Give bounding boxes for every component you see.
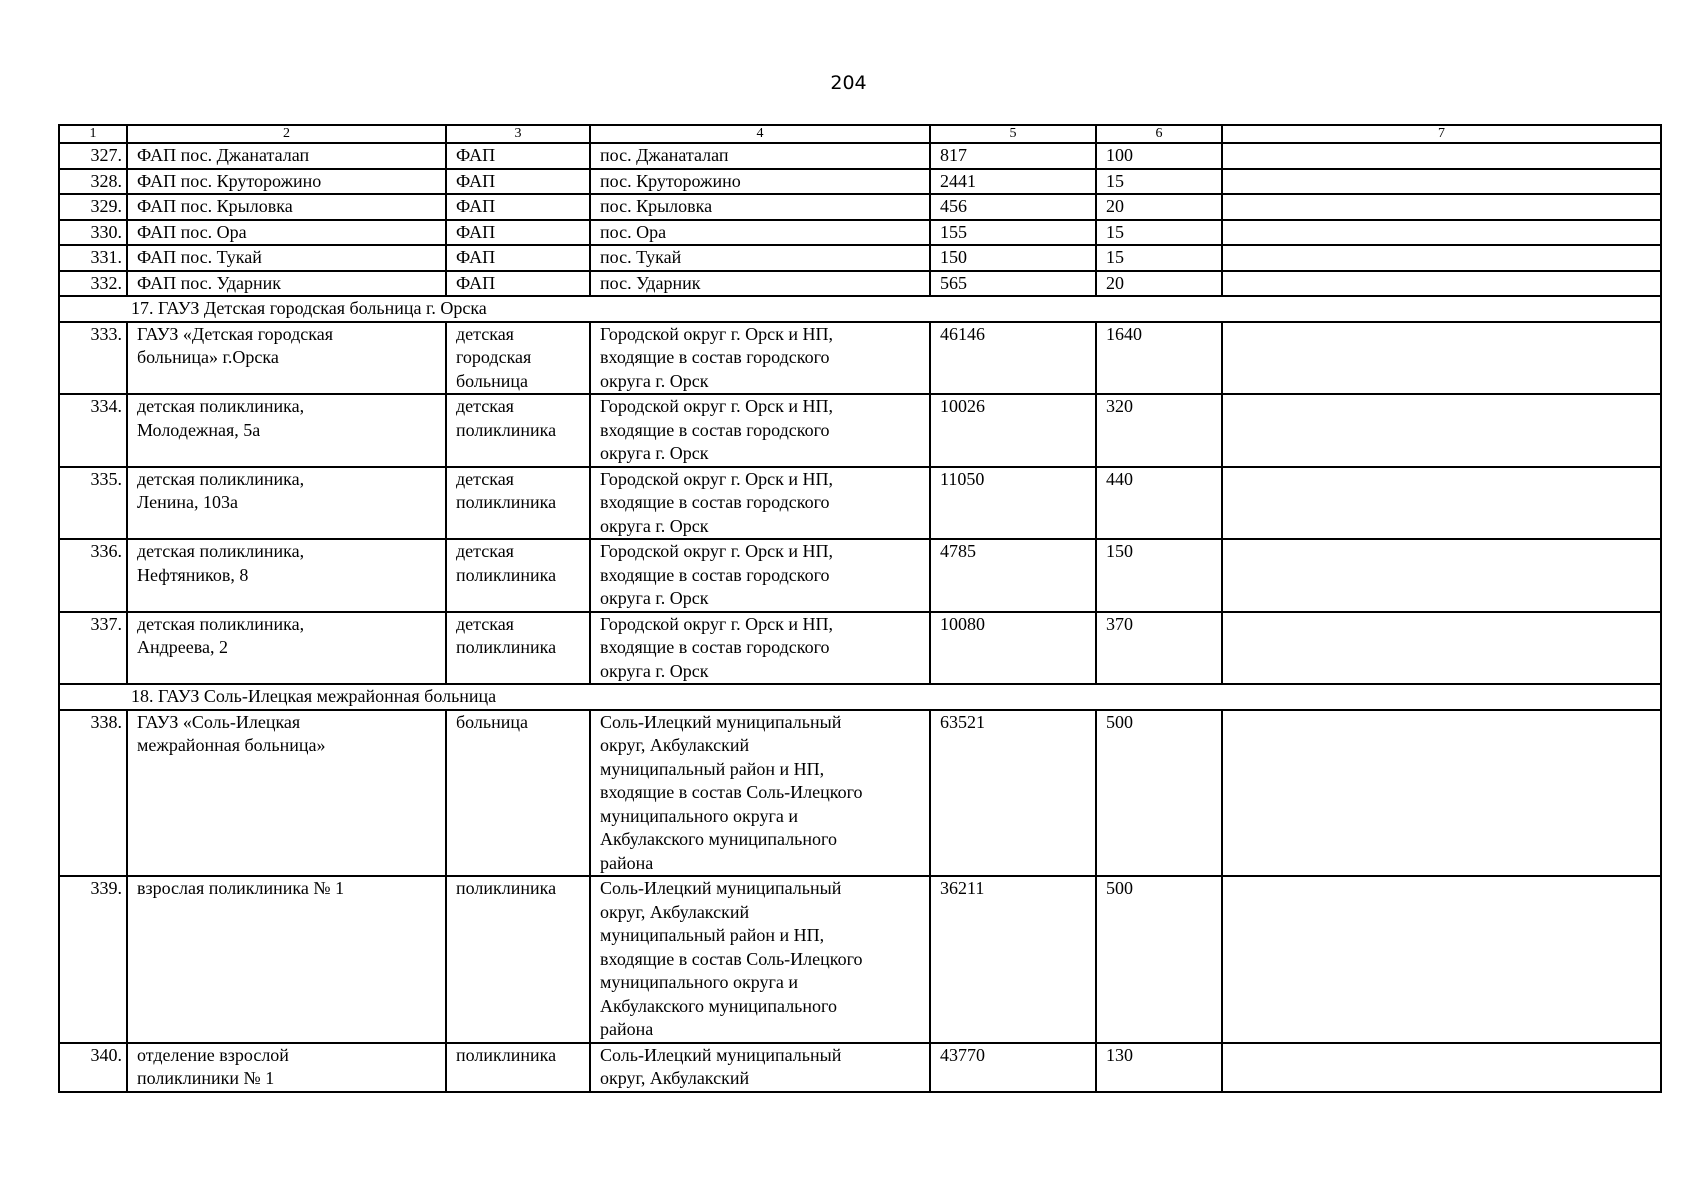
section-title: 18. ГАУЗ Соль-Илецкая межрайонная больница bbox=[59, 684, 1661, 710]
section-header-row bbox=[59, 296, 1661, 322]
service-area-line: входящие в состав городского bbox=[600, 419, 830, 440]
row-number: 336. bbox=[59, 539, 127, 612]
population-value: 11050 bbox=[930, 467, 1096, 540]
facility-name bbox=[127, 169, 446, 195]
service-area-line: округа г. Орск bbox=[600, 443, 709, 463]
facility-name bbox=[127, 322, 446, 395]
service-area-line: входящие в состав городского bbox=[600, 492, 830, 512]
column-7-value bbox=[1222, 271, 1661, 297]
population-value: 456 bbox=[930, 194, 1096, 220]
service-area-line: Городской округ г. Орск и НП, bbox=[600, 613, 834, 634]
facility-name-line: детская поликлиника, bbox=[137, 541, 305, 561]
table-row bbox=[59, 322, 1661, 395]
table-row bbox=[59, 612, 1661, 685]
service-area bbox=[590, 271, 930, 297]
table-row bbox=[59, 271, 1661, 297]
facility-name bbox=[127, 245, 446, 271]
row-number: 333. bbox=[59, 322, 127, 395]
column-number-6: 6 bbox=[1096, 125, 1222, 143]
facility-type-line: ФАП bbox=[456, 247, 496, 267]
facility-type-line: поликлиника bbox=[456, 564, 557, 585]
row-number: 337. bbox=[59, 612, 127, 685]
facility-type-line: ФАП bbox=[456, 221, 496, 242]
service-area-line: района bbox=[600, 852, 654, 873]
facility-type-line: ФАП bbox=[456, 145, 496, 165]
column-7-value bbox=[1222, 467, 1661, 540]
capacity-value: 130 bbox=[1096, 1043, 1222, 1092]
service-area bbox=[590, 194, 930, 220]
facility-type bbox=[446, 539, 590, 612]
facility-type-line: городская bbox=[456, 347, 532, 367]
table-row bbox=[59, 710, 1661, 877]
facility-type-line: поликлиника bbox=[456, 492, 557, 512]
facility-name-line: детская поликлиника, bbox=[137, 468, 305, 489]
table-row bbox=[59, 539, 1661, 612]
service-area-line: муниципальный район и НП, bbox=[600, 925, 825, 945]
facility-name-line: больница» г.Орска bbox=[137, 347, 279, 367]
service-area-line: Соль-Илецкий муниципальный bbox=[600, 711, 842, 732]
facility-name-line: Нефтяников, 8 bbox=[137, 564, 249, 585]
service-area-line: Городской округ г. Орск и НП, bbox=[600, 323, 834, 344]
column-7-value bbox=[1222, 539, 1661, 612]
facility-type-line: поликлиника bbox=[456, 1044, 557, 1065]
service-area-line: Акбулакского муниципального bbox=[600, 829, 837, 849]
section-title: 17. ГАУЗ Детская городская больница г. Орска bbox=[59, 296, 1661, 322]
facility-type-line: детская bbox=[456, 323, 514, 344]
capacity-value: 1640 bbox=[1096, 322, 1222, 395]
table-row bbox=[59, 194, 1661, 220]
row-number: 335. bbox=[59, 467, 127, 540]
capacity-value: 500 bbox=[1096, 710, 1222, 877]
capacity-value: 15 bbox=[1096, 220, 1222, 246]
facility-name-line: ФАП пос. Круторожино bbox=[137, 170, 322, 191]
column-7-value bbox=[1222, 1043, 1661, 1092]
service-area-line: пос. Ора bbox=[600, 221, 667, 242]
facility-name bbox=[127, 876, 446, 1043]
facility-type-line: больница bbox=[456, 370, 528, 391]
column-7-value bbox=[1222, 322, 1661, 395]
population-value: 565 bbox=[930, 271, 1096, 297]
facility-name bbox=[127, 467, 446, 540]
section-header-row bbox=[59, 684, 1661, 710]
column-number-2: 2 bbox=[127, 125, 446, 143]
service-area-line: Соль-Илецкий муниципальный bbox=[600, 878, 842, 898]
column-7-value bbox=[1222, 194, 1661, 220]
facility-name-line: детская поликлиника, bbox=[137, 613, 305, 634]
service-area-line: входящие в состав Соль-Илецкого bbox=[600, 782, 863, 802]
service-area-line: Соль-Илецкий муниципальный bbox=[600, 1044, 842, 1065]
facility-name-line: ФАП пос. Крыловка bbox=[137, 196, 293, 216]
table-row bbox=[59, 467, 1661, 540]
facility-name bbox=[127, 539, 446, 612]
capacity-value: 320 bbox=[1096, 394, 1222, 467]
table-row bbox=[59, 143, 1661, 169]
facility-type-line: ФАП bbox=[456, 272, 496, 293]
row-number: 340. bbox=[59, 1043, 127, 1092]
column-7-value bbox=[1222, 143, 1661, 169]
row-number: 328. bbox=[59, 169, 127, 195]
service-area-line: входящие в состав Соль-Илецкого bbox=[600, 948, 863, 969]
service-area bbox=[590, 169, 930, 195]
facility-name bbox=[127, 1043, 446, 1092]
service-area-line: округ, Акбулакский bbox=[600, 1068, 750, 1088]
population-value: 4785 bbox=[930, 539, 1096, 612]
facility-type-line: поликлиника bbox=[456, 637, 557, 657]
facility-name-line: отделение взрослой bbox=[137, 1044, 289, 1065]
facility-name-line: ФАП пос. Ора bbox=[137, 221, 247, 242]
service-area-line: пос. Тукай bbox=[600, 247, 682, 267]
population-value: 817 bbox=[930, 143, 1096, 169]
capacity-value: 15 bbox=[1096, 169, 1222, 195]
service-area-line: округа г. Орск bbox=[600, 660, 709, 681]
service-area bbox=[590, 322, 930, 395]
row-number: 339. bbox=[59, 876, 127, 1043]
population-value: 63521 bbox=[930, 710, 1096, 877]
facility-type bbox=[446, 710, 590, 877]
service-area-line: Городской округ г. Орск и НП, bbox=[600, 541, 834, 561]
column-number-4: 4 bbox=[590, 125, 930, 143]
service-area-line: пос. Ударник bbox=[600, 272, 701, 293]
population-value: 10080 bbox=[930, 612, 1096, 685]
facility-name bbox=[127, 220, 446, 246]
facility-type bbox=[446, 612, 590, 685]
table-row bbox=[59, 876, 1661, 1043]
facility-type bbox=[446, 876, 590, 1043]
service-area-line: муниципального округа и bbox=[600, 972, 798, 992]
service-area-line: муниципальный район и НП, bbox=[600, 758, 825, 779]
facility-name bbox=[127, 271, 446, 297]
facility-type bbox=[446, 169, 590, 195]
service-area bbox=[590, 467, 930, 540]
facility-name bbox=[127, 612, 446, 685]
population-value: 36211 bbox=[930, 876, 1096, 1043]
column-7-value bbox=[1222, 612, 1661, 685]
facility-type bbox=[446, 245, 590, 271]
row-number: 330. bbox=[59, 220, 127, 246]
facility-name-line: Ленина, 103а bbox=[137, 492, 238, 512]
service-area-line: округ, Акбулакский bbox=[600, 735, 750, 755]
capacity-value: 440 bbox=[1096, 467, 1222, 540]
facility-name-line: взрослая поликлиника № 1 bbox=[137, 878, 345, 898]
facility-type bbox=[446, 322, 590, 395]
facility-name-line: детская поликлиника, bbox=[137, 396, 305, 416]
row-number: 332. bbox=[59, 271, 127, 297]
service-area-line: входящие в состав городского bbox=[600, 637, 830, 657]
facility-type-line: детская bbox=[456, 613, 514, 634]
table-row bbox=[59, 220, 1661, 246]
column-number-5: 5 bbox=[930, 125, 1096, 143]
service-area bbox=[590, 539, 930, 612]
service-area-line: пос. Круторожино bbox=[600, 170, 741, 191]
facility-name-line: ФАП пос. Джанаталап bbox=[137, 145, 310, 165]
service-area bbox=[590, 245, 930, 271]
column-number-row bbox=[59, 125, 1661, 143]
service-area bbox=[590, 220, 930, 246]
population-value: 2441 bbox=[930, 169, 1096, 195]
facility-name-line: ГАУЗ «Детская городская bbox=[137, 323, 333, 344]
service-area-line: пос. Крыловка bbox=[600, 196, 713, 216]
facility-name bbox=[127, 710, 446, 877]
column-7-value bbox=[1222, 220, 1661, 246]
table-row bbox=[59, 245, 1661, 271]
facilities-table bbox=[58, 124, 1662, 1093]
column-7-value bbox=[1222, 710, 1661, 877]
facility-type bbox=[446, 271, 590, 297]
facility-type-line: ФАП bbox=[456, 196, 496, 216]
facility-name bbox=[127, 194, 446, 220]
capacity-value: 500 bbox=[1096, 876, 1222, 1043]
service-area bbox=[590, 394, 930, 467]
facility-type-line: больница bbox=[456, 711, 528, 732]
column-7-value bbox=[1222, 876, 1661, 1043]
capacity-value: 20 bbox=[1096, 271, 1222, 297]
row-number: 338. bbox=[59, 710, 127, 877]
column-7-value bbox=[1222, 394, 1661, 467]
service-area bbox=[590, 710, 930, 877]
population-value: 155 bbox=[930, 220, 1096, 246]
facility-type bbox=[446, 220, 590, 246]
row-number: 327. bbox=[59, 143, 127, 169]
capacity-value: 150 bbox=[1096, 539, 1222, 612]
service-area bbox=[590, 143, 930, 169]
page-number: 204 bbox=[830, 72, 867, 94]
column-7-value bbox=[1222, 169, 1661, 195]
facility-type bbox=[446, 1043, 590, 1092]
service-area-line: района bbox=[600, 1019, 654, 1039]
service-area-line: входящие в состав городского bbox=[600, 564, 830, 585]
facility-name bbox=[127, 143, 446, 169]
column-number-7: 7 bbox=[1222, 125, 1661, 143]
facility-name-line: ГАУЗ «Соль-Илецкая bbox=[137, 711, 301, 732]
facility-type-line: детская bbox=[456, 396, 514, 416]
capacity-value: 20 bbox=[1096, 194, 1222, 220]
facility-name bbox=[127, 394, 446, 467]
service-area-line: округа г. Орск bbox=[600, 588, 709, 608]
facility-type bbox=[446, 194, 590, 220]
facility-name-line: межрайонная больница» bbox=[137, 735, 326, 755]
service-area-line: округа г. Орск bbox=[600, 515, 709, 536]
service-area-line: округ, Акбулакский bbox=[600, 901, 750, 922]
population-value: 43770 bbox=[930, 1043, 1096, 1092]
service-area bbox=[590, 876, 930, 1043]
facility-type bbox=[446, 467, 590, 540]
column-7-value bbox=[1222, 245, 1661, 271]
facility-name-line: Молодежная, 5а bbox=[137, 419, 261, 440]
table-row bbox=[59, 1043, 1661, 1092]
service-area bbox=[590, 1043, 930, 1092]
facility-type-line: поликлиника bbox=[456, 419, 557, 440]
table-row bbox=[59, 394, 1661, 467]
population-value: 150 bbox=[930, 245, 1096, 271]
table-row bbox=[59, 169, 1661, 195]
service-area-line: пос. Джанаталап bbox=[600, 145, 729, 165]
row-number: 329. bbox=[59, 194, 127, 220]
service-area-line: муниципального округа и bbox=[600, 805, 798, 826]
capacity-value: 370 bbox=[1096, 612, 1222, 685]
capacity-value: 100 bbox=[1096, 143, 1222, 169]
service-area-line: Акбулакского муниципального bbox=[600, 995, 837, 1016]
population-value: 46146 bbox=[930, 322, 1096, 395]
table-body bbox=[59, 125, 1661, 1092]
row-number: 331. bbox=[59, 245, 127, 271]
column-number-1: 1 bbox=[59, 125, 127, 143]
service-area bbox=[590, 612, 930, 685]
facility-type-line: поликлиника bbox=[456, 878, 557, 898]
capacity-value: 15 bbox=[1096, 245, 1222, 271]
service-area-line: Городской округ г. Орск и НП, bbox=[600, 396, 834, 416]
service-area-line: Городской округ г. Орск и НП, bbox=[600, 468, 834, 489]
facility-type bbox=[446, 394, 590, 467]
column-number-3: 3 bbox=[446, 125, 590, 143]
facility-name-line: поликлиники № 1 bbox=[137, 1068, 275, 1088]
row-number: 334. bbox=[59, 394, 127, 467]
population-value: 10026 bbox=[930, 394, 1096, 467]
service-area-line: входящие в состав городского bbox=[600, 347, 830, 367]
facility-name-line: ФАП пос. Ударник bbox=[137, 272, 282, 293]
facility-type-line: детская bbox=[456, 541, 514, 561]
facility-name-line: ФАП пос. Тукай bbox=[137, 247, 262, 267]
service-area-line: округа г. Орск bbox=[600, 370, 709, 391]
facility-name-line: Андреева, 2 bbox=[137, 637, 229, 657]
facility-type bbox=[446, 143, 590, 169]
facility-type-line: ФАП bbox=[456, 170, 496, 191]
facility-type-line: детская bbox=[456, 468, 514, 489]
